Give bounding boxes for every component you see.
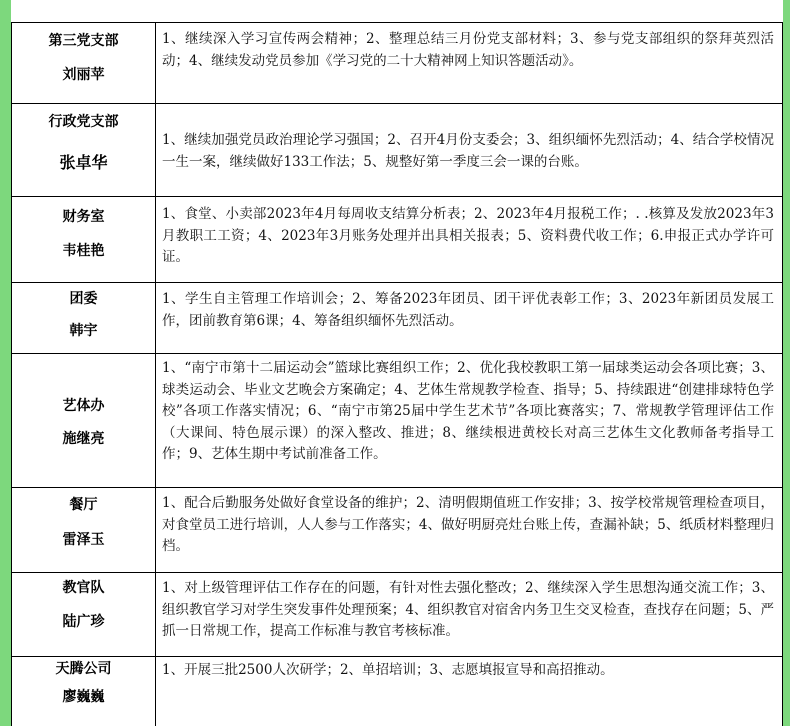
tasks-cell[interactable]	[156, 283, 783, 353]
department-cell[interactable]	[11, 573, 156, 656]
tasks-text: 1、开展三批2500人次研学；2、单招培训；3、志愿填报宣导和高招推动。	[162, 662, 614, 678]
tasks-cell[interactable]	[156, 354, 783, 487]
department-cell[interactable]	[11, 23, 156, 103]
tasks-text: 1、食堂、小卖部2023年4月每周收支结算分析表；2、2023年4月报税工作；. .核算及发放2023年3月教职工工资；4、2023年3月账务处理并出具相关报表；5、资料费代收工作；6.申报正式办学许可证。	[162, 206, 774, 265]
tasks-text: 1、对上级管理评估工作存在的问题，有针对性去强化整改；2、继续深入学生思想沟通交流工作；3、组织教官学习对学生突发事件处理预案；4、组织教官对宿舍内务卫生交叉检查，查找存在问题；5、严抓一日常规工作，提高工作标准与教官考核标准。	[162, 580, 774, 639]
tasks-cell[interactable]	[156, 197, 783, 282]
department-cell[interactable]	[11, 657, 156, 726]
table-row	[11, 354, 783, 488]
person-name: 刘丽苹	[62, 67, 105, 83]
tasks-text: 1、“南宁市第十二届运动会”篮球比赛组织工作；2、优化我校教职工第一届球类运动会各项比赛；3、球类运动会、毕业文艺晚会方案确定；4、艺体生常规教学检查、指导；5、持续跟进“创建排球特色学校”各项工作落实情况；6、“南宁市第25届中学生艺术节”各项比赛落实；7、常规教学管理评估工作（大课间、特色展示课）的深入整改、推进；8、继续根进黄校长对高三艺体生文化教师备考指导工作；9、艺体生期中考试前准备工作。	[162, 360, 774, 462]
department-cell[interactable]	[11, 354, 156, 487]
person-name: 廖巍巍	[62, 689, 105, 705]
department-cell[interactable]	[11, 283, 156, 353]
tasks-cell[interactable]	[156, 104, 783, 196]
table-row	[11, 283, 783, 354]
person-name: 施继亮	[62, 431, 105, 447]
department-cell[interactable]	[11, 104, 156, 196]
person-name: 韦桂艳	[62, 243, 105, 259]
tasks-cell[interactable]	[156, 23, 783, 103]
tasks-text: 1、学生自主管理工作培训会；2、筹备2023年团员、团干评优表彰工作；3、2023年新团员发展工作，团前教育第6课；4、筹备组织缅怀先烈活动。	[162, 291, 774, 329]
table-row	[11, 488, 783, 573]
department-name: 行政党支部	[48, 114, 119, 130]
department-cell[interactable]	[11, 197, 156, 282]
work-plan-table	[11, 22, 783, 726]
department-name: 天腾公司	[55, 661, 112, 677]
tasks-text: 1、继续深入学习宣传两会精神；2、整理总结三月份党支部材料；3、参与党支部组织的祭拜英烈活动；4、继续发动党员参加《学习党的二十大精神网上知识答题活动》。	[162, 31, 774, 69]
department-name: 教官队	[62, 580, 105, 596]
tasks-cell[interactable]	[156, 573, 783, 656]
tasks-cell[interactable]	[156, 488, 783, 572]
table-row	[11, 197, 783, 283]
table-row	[11, 104, 783, 197]
department-cell[interactable]	[11, 488, 156, 572]
department-name: 第三党支部	[48, 33, 119, 49]
tasks-text: 1、继续加强党员政治理论学习强国；2、召开4月份支委会；3、组织缅怀先烈活动；4、结合学校情况一生一案，继续做好133工作法；5、规整好第一季度三会一课的台账。	[162, 132, 774, 170]
person-name: 韩宇	[69, 323, 98, 339]
department-name: 财务室	[62, 209, 105, 225]
table-row	[11, 23, 783, 104]
department-name: 团委	[69, 291, 98, 307]
left-margin-strip	[0, 0, 11, 726]
table-row	[11, 657, 783, 726]
person-name: 陆广珍	[62, 614, 105, 630]
tasks-cell[interactable]	[156, 657, 783, 726]
department-name: 艺体办	[62, 398, 105, 414]
person-name: 雷泽玉	[62, 532, 105, 548]
person-name: 张卓华	[59, 153, 108, 172]
tasks-text: 1、配合后勤服务处做好食堂设备的维护；2、清明假期值班工作安排；3、按学校常规管理检查项目，对食堂员工进行培训，人人参与工作落实；4、做好明厨亮灶台账上传，查漏补缺；5、纸质材料整理归档。	[162, 495, 774, 554]
table-row	[11, 573, 783, 657]
right-margin-strip	[783, 0, 790, 726]
department-name: 餐厅	[69, 497, 98, 513]
